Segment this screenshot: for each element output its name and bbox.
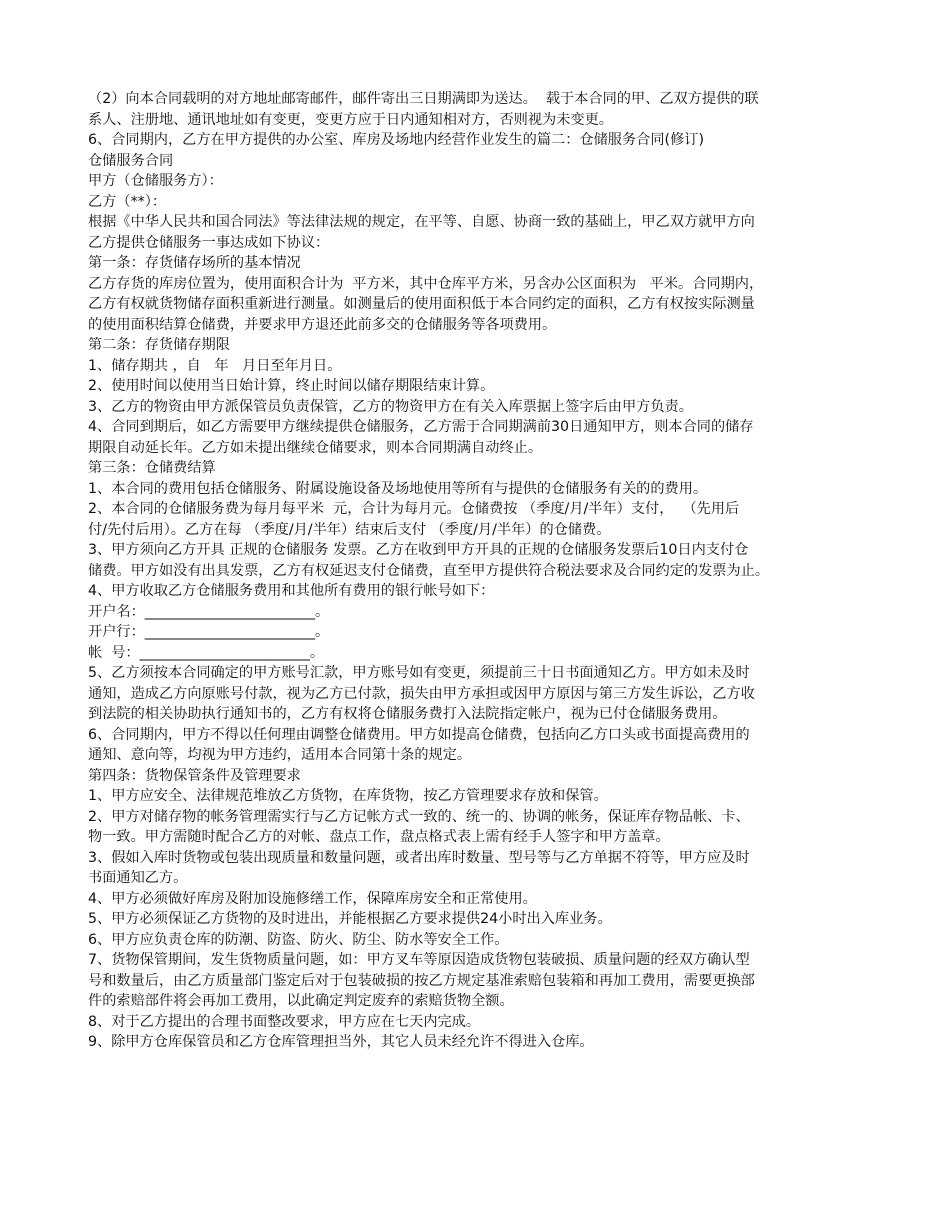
text-line: 2、使用时间以使用当日始计算，终止时间以储存期限结束计算。 — [88, 378, 495, 394]
document-title: 仓储服务合同 — [88, 152, 174, 169]
account-number-field: 帐 号：________________________。 — [88, 644, 325, 661]
text-line: 4、甲方收取乙方仓储服务费用和其他所有费用的银行帐号如下： — [88, 583, 495, 599]
text-line: 物一致。甲方需随时配合乙方的对帐、盘点工作，盘点格式表上需有经手人签字和甲方盖章。 — [88, 829, 670, 845]
text-line: 9、除甲方仓库保管员和乙方仓库管理担当外，其它人员未经允许不得进入仓库。 — [88, 1034, 594, 1050]
text-line: 3、假如入库时货物或包装出现质量和数量问题，或者出库时数量、型号等与乙方单据不符等，甲方应及时 — [88, 849, 750, 866]
text-line: 5、甲方必须保证乙方货物的及时进出，并能根据乙方要求提供24小时出入库业务。 — [88, 911, 612, 927]
text-line: 1、储存期共 ，自 年 月日至年月日。 — [88, 357, 342, 374]
party-b-line: 乙方（**）： — [88, 193, 167, 210]
text-line: 2、本合同的仓储服务费为每月每平米 元，合计为每月元。仓储费按 （季度/月/半年）支付， （先用后 — [88, 501, 740, 517]
document-body — [88, 89, 868, 1053]
text-line: 7、货物保管期间，发生货物质量问题，如：甲方叉车等原因造成货物包装破损、质量问题的经双方确认型 — [88, 952, 750, 968]
text-line: 付/先付后用）。乙方在每 （季度/月/半年）结束后支付 （季度/月/半年）的仓储费。 — [88, 521, 611, 538]
text-line: （2）向本合同载明的对方地址邮寄邮件，邮件寄出三日期满即为送达。 载于本合同的甲、乙双方提供的联 — [88, 91, 759, 107]
text-line: 5、乙方须按本合同确定的甲方账号汇款，甲方账号如有变更，须提前三十日书面通知乙方。甲方如未及时 — [88, 665, 750, 681]
text-line: 3、乙方的物资由甲方派保管员负责保管，乙方的物资甲方在有关入库票据上签字后由甲方负责。 — [88, 398, 693, 415]
section-heading-1: 第一条：存货储存场所的基本情况 — [88, 255, 301, 271]
text-line: 件的索赔部件将会再加工费用，以此确定判定废弃的索赔货物全额。 — [88, 993, 514, 1009]
text-line: 通知、意向等，均视为甲方违约，适用本合同第十条的规定。 — [88, 747, 472, 763]
text-line: 到法院的相关协助执行通知书的，乙方有权将仓储服务费打入法院指定帐户，视为已付仓储服务费用。 — [88, 706, 727, 722]
text-line: 根据《中华人民共和国合同法》等法律法规的规定，在平等、自愿、协商一致的基础上，甲乙双方就甲方向 — [88, 214, 755, 230]
text-line: 4、甲方必须做好库房及附加设施修缮工作，保障库房安全和正常使用。 — [88, 890, 537, 907]
party-a-line: 甲方（仓储服务方）： — [88, 173, 223, 189]
text-line: 乙方提供仓储服务一事达成如下协议： — [88, 234, 330, 251]
text-line: 系人、注册地、通讯地址如有变更，变更方应于日内通知相对方，否则视为未变更。 — [88, 111, 613, 128]
text-line: 6、合同期内，甲方不得以任何理由调整仓储费用。甲方如提高仓储费，包括向乙方口头或书面提高费用的 — [88, 726, 750, 743]
text-line: 乙方有权就货物储存面积重新进行测量。如测量后的使用面积低于本合同约定的面积，乙方有权按实际测量 — [88, 296, 755, 312]
text-line: 6、合同期内，乙方在甲方提供的办公室、库房及场地内经营作业发生的篇二：仓储服务合同(修订) — [88, 132, 704, 148]
text-line: 通知，造成乙方向原账号付款，视为乙方已付款，损失由甲方承担或因甲方原因与第三方发生诉讼，乙方收 — [88, 685, 755, 702]
text-line: 4、合同到期后，如乙方需要甲方继续提供仓储服务，乙方需于合同期满前30日通知甲方，则本合同的储存 — [88, 419, 754, 435]
text-line: 3、甲方须向乙方开具 正规的仓储服务 发票。乙方在收到甲方开具的正规的仓储服务发票后10日内支付仓 — [88, 542, 749, 558]
text-line: 8、对于乙方提出的合理书面整改要求，甲方应在七天内完成。 — [88, 1013, 481, 1030]
text-line: 2、甲方对储存物的帐务管理需实行与乙方记帐方式一致的、统一的、协调的帐务，保证库存物品帐、卡、 — [88, 808, 750, 825]
text-line: 1、本合同的费用包括仓储服务、附属设施设备及场地使用等所有与提供的仓储服务有关的的费用。 — [88, 480, 708, 497]
section-heading-2: 第二条：存货储存期限 — [88, 337, 230, 353]
text-line: 期限自动延长年。乙方如未提出继续仓储要求，则本合同期满自动终止。 — [88, 439, 543, 456]
bank-name-field: 开户行：________________________。 — [88, 624, 330, 640]
text-line: 乙方存货的库房位置为，使用面积合计为 平方米，其中仓库平方米，另含办公区面积为 平米。合同期内， — [88, 275, 764, 292]
section-heading-4: 第四条：货物保管条件及管理要求 — [88, 767, 301, 784]
text-line: 储费。甲方如没有出具发票，乙方有权延迟支付仓储费，直至甲方提供符合税法要求及合同约定的发票为止。 — [88, 562, 770, 579]
text-line: 1、甲方应安全、法律规范堆放乙方货物，在库货物，按乙方管理要求存放和保管。 — [88, 788, 608, 804]
text-line: 6、甲方应负责仓库的防潮、防盗、防火、防尘、防水等安全工作。 — [88, 931, 509, 948]
text-line: 的使用面积结算仓储费，并要求甲方退还此前多交的仓储服务等各项费用。 — [88, 316, 557, 333]
section-heading-3: 第三条：仓储费结算 — [88, 460, 216, 476]
text-line: 书面通知乙方。 — [88, 870, 188, 886]
text-line: 号和数量后，由乙方质量部门鉴定后对于包装破损的按乙方规定基准索赔包装箱和再加工费用，需要更换部 — [88, 972, 755, 989]
account-name-field: 开户名：________________________。 — [88, 603, 330, 620]
